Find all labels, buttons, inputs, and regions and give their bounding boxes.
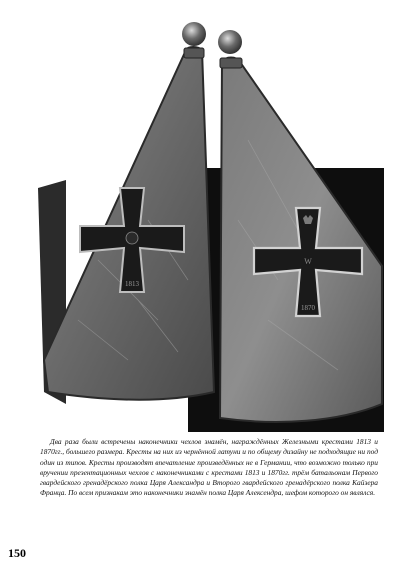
right-collar — [220, 58, 242, 68]
photo-flag-sleeve-tips — [38, 20, 384, 432]
page-number: 150 — [8, 546, 26, 560]
left-collar — [184, 48, 204, 58]
photo-caption: Два раза были встречены наконечники чехлов знамён, награждённых Железными крестами 1813 и 1870гг., большего размера. Кресты на них из чернённой латуни и по общему дизайну не подходящие ни под один из типов. Кресты производят впечатление произведённых не в Германии, что возможно только при вручении презентационных чехлов с наконечниками с крестами 1813 и 1870гг. трём батальонам Первого гвардейского гренадёрского полка Царя Александра и Второго гвардейского гренадёрского полка Кайзера Франца. По всем признакам это наконечники знамён полка Царя Алексендра, шефом которого он являлся. — [40, 437, 378, 498]
right-finial-knob — [218, 30, 242, 54]
cross-letter-right: W — [304, 257, 312, 266]
cross-year-right: 1870 — [301, 304, 315, 312]
left-finial-knob — [182, 22, 206, 46]
cross-year-left: 1813 — [125, 280, 139, 288]
